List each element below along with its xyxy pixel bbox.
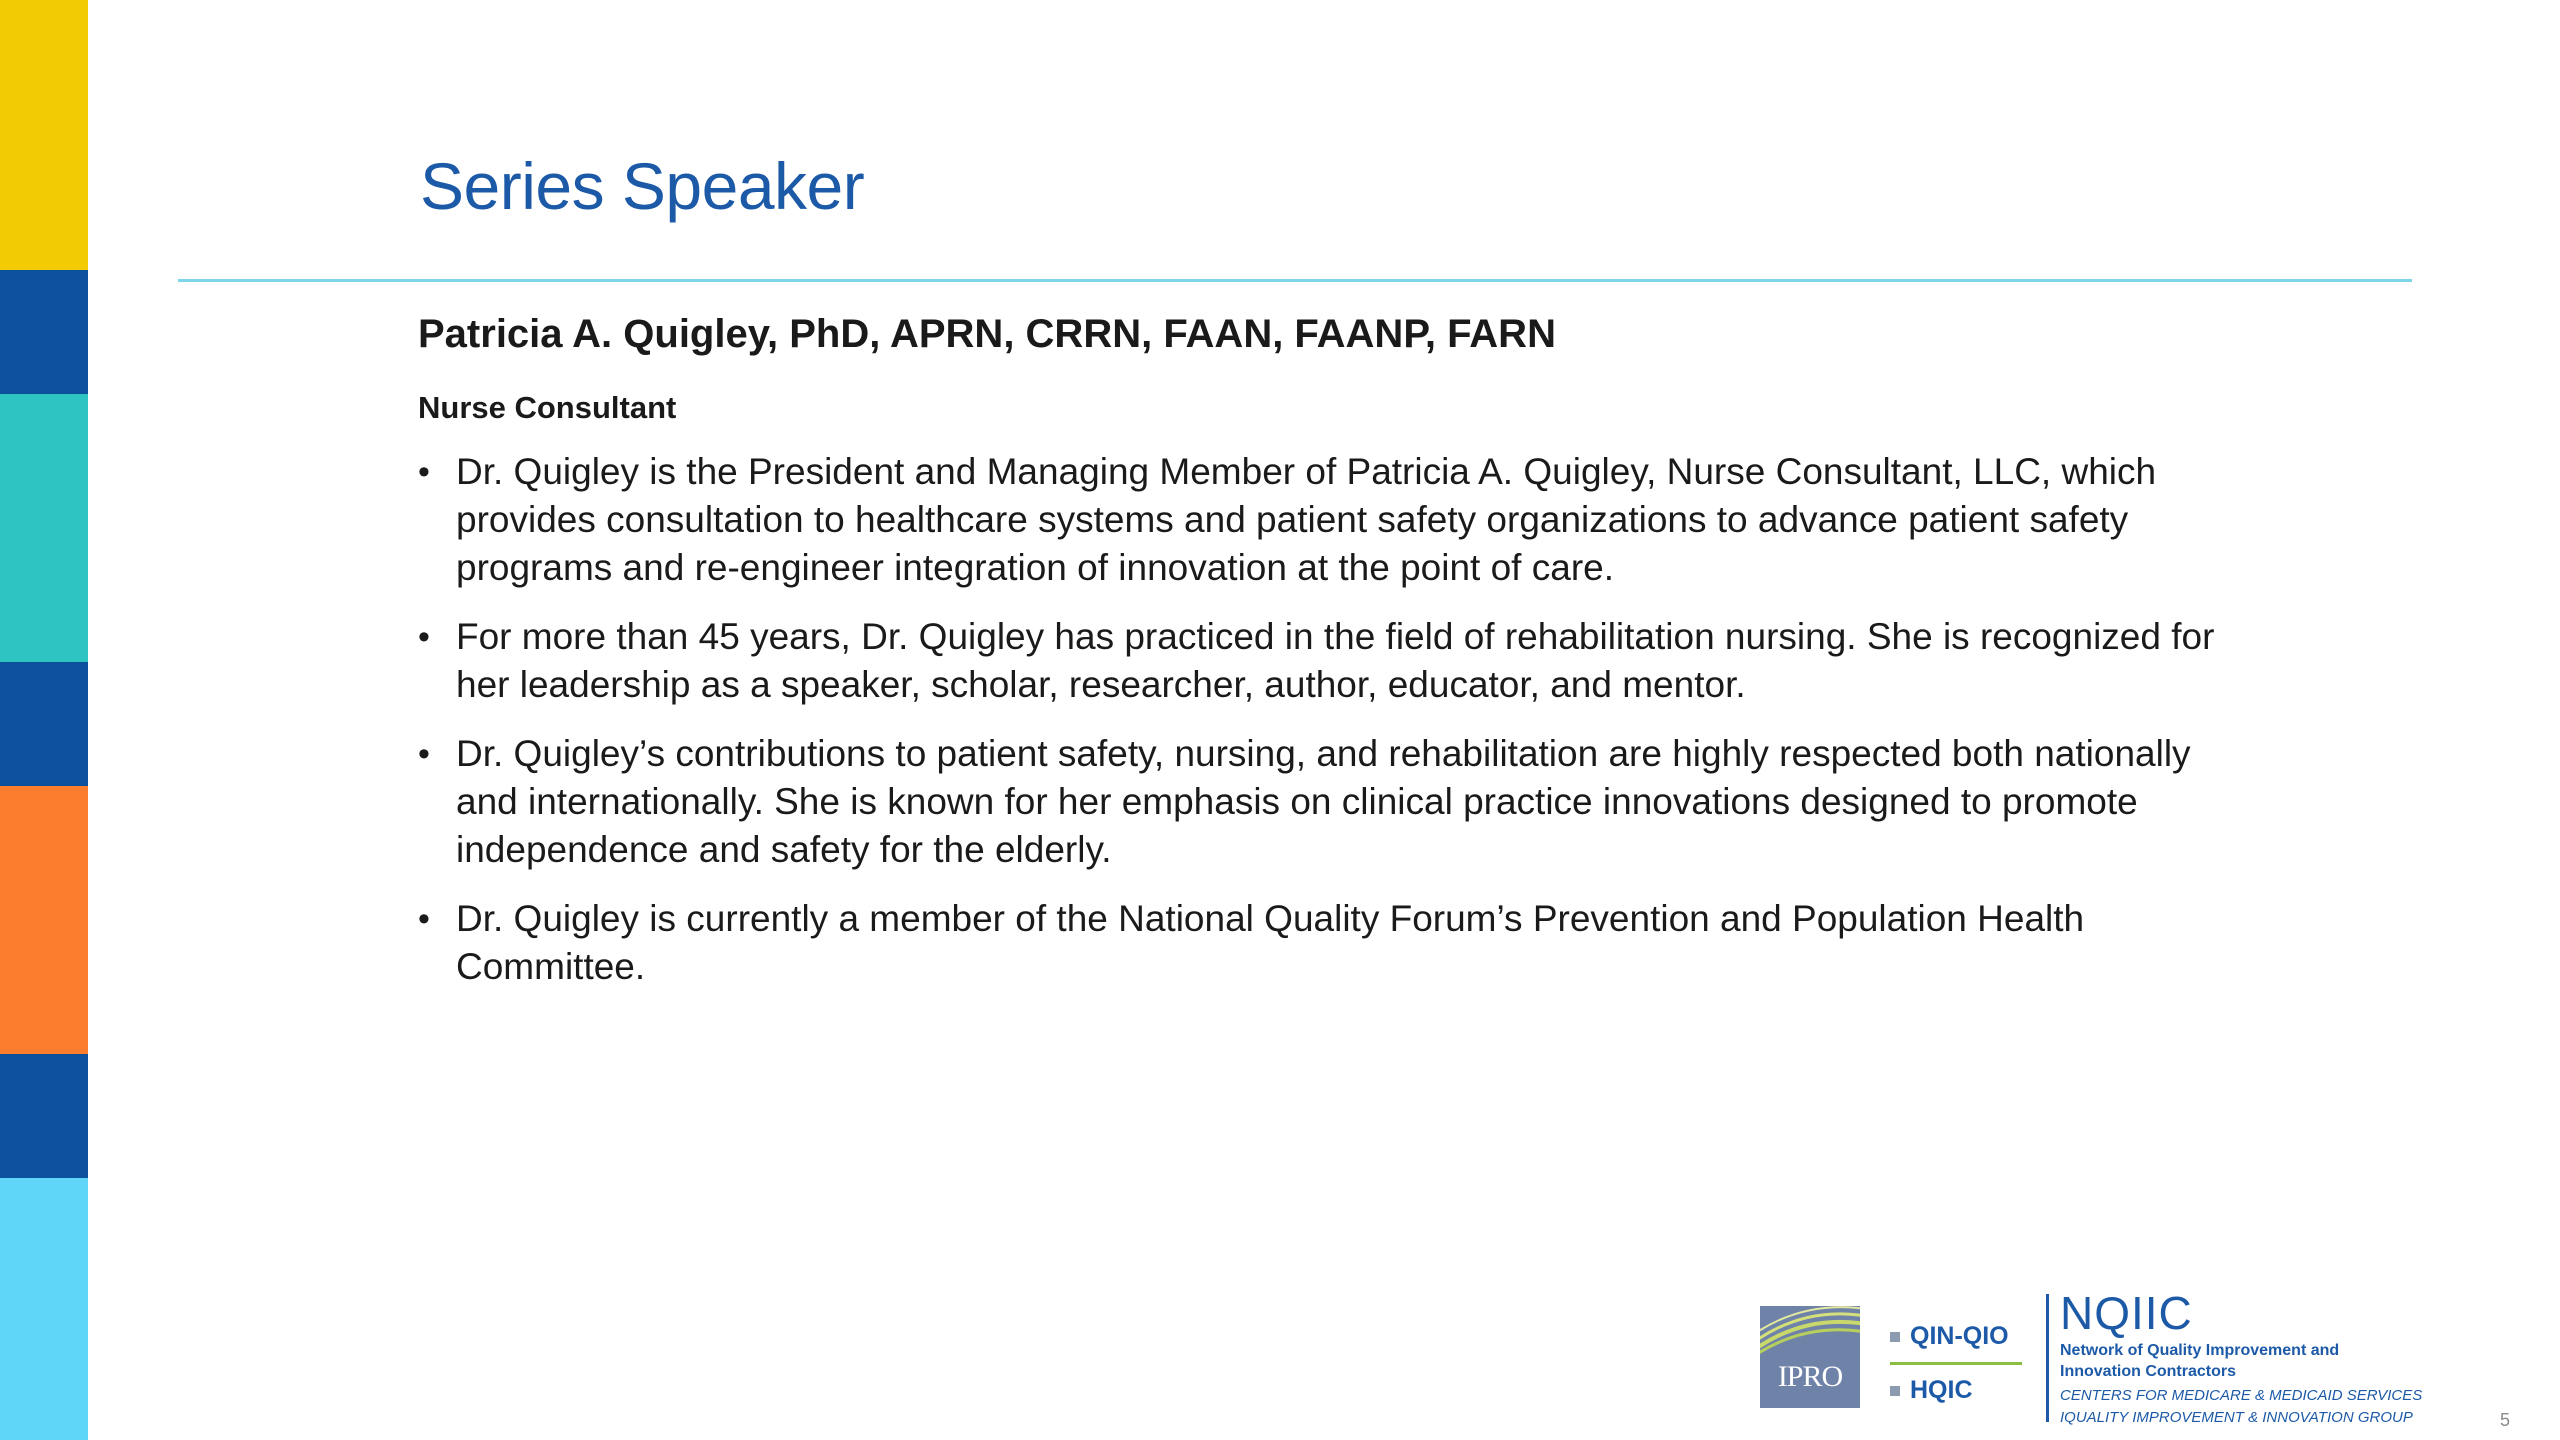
- bullet-icon: •: [418, 618, 430, 656]
- qin-qio-row: [1890, 1322, 2009, 1351]
- stripe-segment-navy: [0, 662, 88, 786]
- cms-line2: IQUALITY IMPROVEMENT & INNOVATION GROUP: [2060, 1409, 2413, 1426]
- stripe-segment-yellow: [0, 0, 88, 270]
- page-number: 5: [2500, 1410, 2511, 1430]
- ipro-logo: [1760, 1306, 1860, 1408]
- bio-bullet-text: Dr. Quigley is currently a member of the National Quality Forum’s Prevention and Population Health Committee.: [456, 898, 2085, 987]
- stripe-segment-sky: [0, 1178, 88, 1440]
- speaker-bio-list: [418, 448, 2238, 1012]
- ipro-arcs-icon: [1760, 1306, 1860, 1356]
- stripe-segment-orange: [0, 786, 88, 1054]
- bio-bullet-text: Dr. Quigley is the President and Managing Member of Patricia A. Quigley, Nurse Consultant, LLC, which provides consultation to healthcare systems and patient safety organizations to advance patient safety programs and re-engineer integration of innovation at the point of care.: [456, 451, 2157, 588]
- stripe-segment-navy: [0, 270, 88, 394]
- cms-line1: CENTERS FOR MEDICARE & MEDICAID SERVICES: [2060, 1387, 2423, 1404]
- hqic-row: [1890, 1376, 1973, 1405]
- nqiic-subtitle-line2: Innovation Contractors: [2060, 1363, 2237, 1380]
- square-icon: [1890, 1332, 1900, 1342]
- bullet-icon: •: [418, 735, 430, 773]
- slide-title: Series Speaker: [420, 149, 865, 223]
- nqiic-subtitle-line1: Network of Quality Improvement and: [2060, 1342, 2340, 1359]
- bio-bullet: [418, 730, 2238, 874]
- bullet-icon: •: [418, 453, 430, 491]
- title-divider: [178, 279, 2412, 282]
- bio-bullet-text: Dr. Quigley’s contributions to patient safety, nursing, and rehabilitation are highly respected both nationally and internationally. She is known for her emphasis on clinical practice innovations designed to promote independence and safety for the elderly.: [456, 733, 2191, 870]
- bullet-icon: •: [418, 900, 430, 938]
- qin-divider: [1890, 1362, 2022, 1365]
- qin-qio-hqic-logo: [1890, 1318, 2022, 1408]
- nqiic-divider: [2046, 1294, 2049, 1422]
- bio-bullet: [418, 613, 2238, 709]
- bio-bullet: [418, 448, 2238, 592]
- bio-bullet-text: For more than 45 years, Dr. Quigley has practiced in the field of rehabilitation nursing. She is recognized for her leadership as a speaker, scholar, researcher, author, educator, and mentor.: [456, 616, 2215, 705]
- qin-qio-label: QIN-QIO: [1910, 1322, 2009, 1350]
- speaker-role: Nurse Consultant: [418, 390, 677, 425]
- left-color-stripe: [0, 0, 88, 1440]
- speaker-name: Patricia A. Quigley, PhD, APRN, CRRN, FAAN, FAANP, FARN: [418, 312, 1556, 356]
- nqiic-title: NQIIC: [2060, 1287, 2193, 1339]
- ipro-logo-text: IPRO: [1777, 1360, 1843, 1393]
- stripe-segment-teal: [0, 394, 88, 662]
- stripe-segment-navy: [0, 1054, 88, 1178]
- bio-bullet: [418, 895, 2238, 991]
- square-icon: [1890, 1386, 1900, 1396]
- hqic-label: HQIC: [1910, 1376, 1973, 1404]
